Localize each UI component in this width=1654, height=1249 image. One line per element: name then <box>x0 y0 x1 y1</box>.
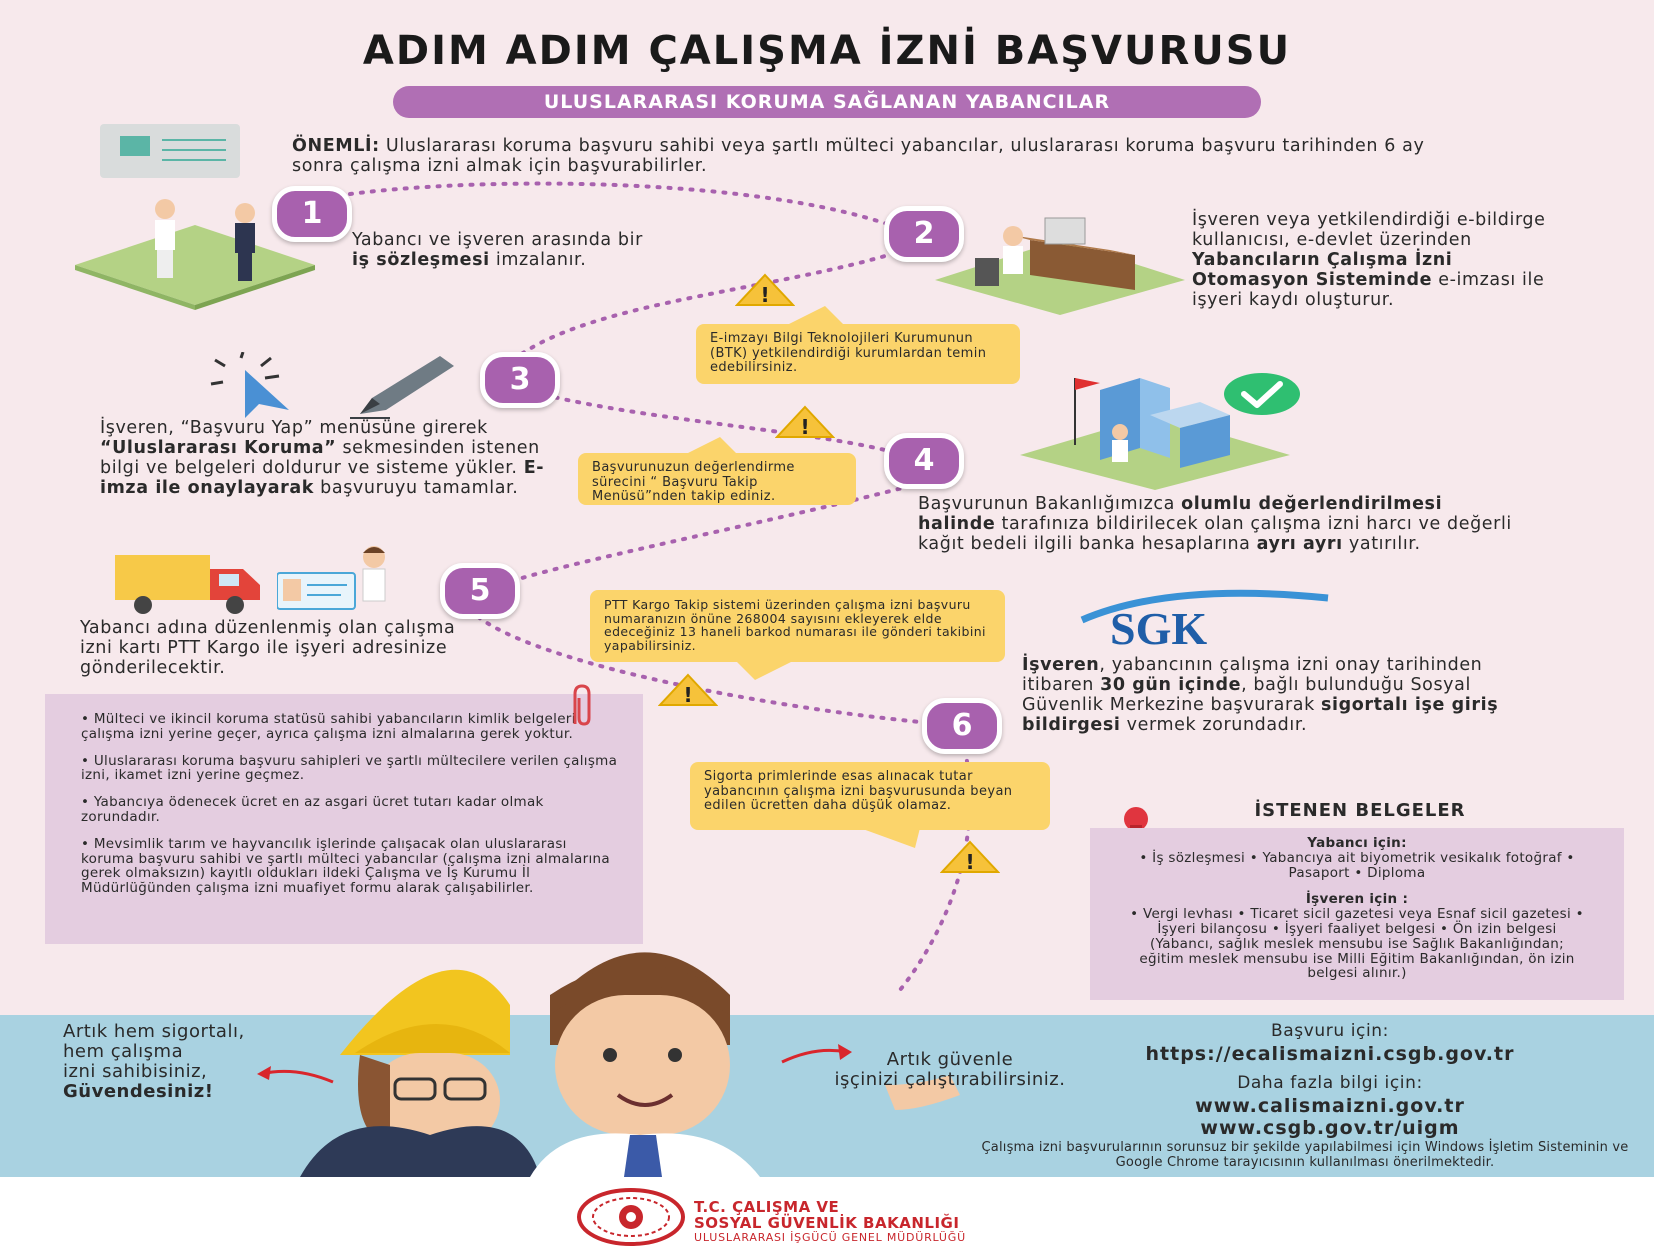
office-desk-illustration <box>935 210 1185 315</box>
documents-panel <box>1090 828 1624 1000</box>
step-2-badge: 2 <box>884 206 964 262</box>
step-1-text-b: imzalanır. <box>489 250 587 270</box>
tip-pointer <box>860 828 920 848</box>
documents-foreigner-title: Yabancı için: <box>1307 835 1407 851</box>
step-6-text-b: , bağlı bulunduğu Sosyal Güvenlik Merkezine başvurarak <box>1022 675 1471 715</box>
step-4-text-bold2: ayrı ayrı <box>1256 534 1343 554</box>
note-item: • Uluslararası koruma başvuru sahipleri ve şartlı mültecilere verilen çalışma izni, ikamet izni yerine geçmez. <box>81 752 618 784</box>
notes-panel <box>45 694 643 944</box>
step-3-badge: 3 <box>480 352 560 408</box>
step-2-text-b: e-imzası ile işyeri kaydı oluşturur. <box>1192 270 1545 310</box>
step-6-text <box>1022 655 1522 735</box>
tip-insurance: Sigorta primlerinde esas alınacak tutar yabancının çalışma izni başvurusunda beyan edilen ücretten daha düşük olamaz. <box>690 762 1050 830</box>
tip-pointer <box>785 306 845 326</box>
bottom-left-message <box>63 1022 333 1102</box>
bottom-left-line: hem çalışma <box>63 1041 184 1062</box>
step-6-text-bold: İşveren <box>1022 655 1100 675</box>
bottom-middle-message <box>805 1050 1095 1090</box>
step-5-badge: 5 <box>440 563 520 619</box>
step-4-text <box>918 494 1518 554</box>
warning-icon <box>775 405 835 439</box>
ministry-line2: SOSYAL GÜVENLİK BAKANLIĞI <box>694 1214 960 1232</box>
bottom-left-line: izni sahibisiniz, <box>63 1061 208 1082</box>
documents-foreigner-list: • İş sözleşmesi • Yabancıya ait biyometrik vesikalık fotoğraf • Pasaport • Diploma <box>1139 849 1575 881</box>
important-label: ÖNEMLİ: <box>292 136 380 156</box>
step-5-text: Yabancı adına düzenlenmiş olan çalışma izni kartı PTT Kargo ile işyeri adresinize gönderilecektir. <box>80 618 456 678</box>
ministry-seal-logo <box>576 1188 686 1246</box>
warning-icon <box>735 273 795 307</box>
svg-text:!: ! <box>965 850 975 874</box>
contact-block <box>1090 1021 1570 1139</box>
ministry-line1: T.C. ÇALIŞMA VE <box>694 1198 840 1216</box>
note-item: • Mülteci ve ikincil koruma statüsü sahibi yabancıların kimlik belgeleri çalışma izni yerine geçer, ayrıca çalışma izni almalarına gerek yoktur. <box>81 711 576 742</box>
step-3-text-bold2: E-imza ile onaylayarak <box>100 458 545 498</box>
id-card-person-illustration <box>277 545 397 615</box>
warning-icon <box>658 673 718 707</box>
tip-pointer <box>735 660 795 680</box>
step-1-text-a: Yabancı ve işveren arasında bir <box>352 230 643 250</box>
note-item: • Yabancıya ödenecek ücret en az asgari ücret tutarı kadar olmak zorundadır. <box>81 794 544 825</box>
info-link-csgb[interactable]: www.csgb.gov.tr/uigm <box>1200 1117 1460 1139</box>
subtitle-banner: ULUSLARARASI KORUMA SAĞLANAN YABANCILAR <box>393 86 1261 118</box>
delivery-truck-icon <box>115 555 265 615</box>
warning-icon <box>940 840 1000 874</box>
step-3-text-a: İşveren, “Başvuru Yap” menüsüne girerek <box>100 418 488 438</box>
step-1-badge: 1 <box>272 186 352 242</box>
step-6-badge: 6 <box>922 698 1002 754</box>
step-3-text-b: sekmesinden istenen bilgi ve belgeleri doldurur ve sisteme yükler. <box>100 438 540 478</box>
step-2-text-a: İşveren veya yetkilendirdiği e-bildirge kullanıcısı, e-devlet üzerinden <box>1192 210 1546 250</box>
step-6-text-bold3: sigortalı işe giriş bildirgesi <box>1022 695 1499 735</box>
sgk-logo <box>1080 588 1330 648</box>
documents-employer-list: • Vergi levhası • Ticaret sicil gazetesi veya Esnaf sicil gazetesi • İşyeri bilançosu • İşyeri faaliyet belgesi • Ön izin belgesi (Yabancı, sağlık meslek mensubu ise Sağlık Bakanlığından; eğitim meslek mensubu ise Milli Eğitim Bakanlığından, ön izin belgesi alınır.) <box>1130 906 1584 982</box>
tip-ptt-cargo: PTT Kargo Takip sistemi üzerinden çalışma izni başvuru numaranızın önüne 268004 sayısını ekleyerek elde edeceğiniz 13 haneli barkod numarası ile gönderi takibini yapabilirsiniz. <box>590 590 1005 662</box>
note-item: • Mevsimlik tarım ve hayvancılık işlerinde çalışacak olan uluslararası koruma başvuru sahibi ve şartlı mülteci yabancılar (çalışma izni almalarına gerek olmaksızın) kayıtlı oldukları ildeki Çalışma ve İş Kurumu İl Müdürlüğünden çalışma izni muafiyet formu alarak çalışabilirler. <box>81 835 610 897</box>
step-6-text-c: vermek zorundadır. <box>1120 715 1308 735</box>
svg-text:!: ! <box>683 683 693 707</box>
ministry-line3: ULUSLARARASI İŞGÜCÜ GENEL MÜDÜRLÜĞÜ <box>694 1231 966 1244</box>
info-label: Daha fazla bilgi için: <box>1237 1073 1423 1093</box>
step-3-text-bold: “Uluslararası Koruma” <box>100 438 337 458</box>
ministry-name <box>694 1199 1094 1244</box>
pen-icon <box>350 352 460 420</box>
info-link-calismaizni[interactable]: www.calismaizni.gov.tr <box>1195 1095 1465 1117</box>
step-6-text-a: , yabancının çalışma izni onay tarihinden itibaren <box>1022 655 1483 695</box>
tip-btk: E-imzayı Bilgi Teknolojileri Kurumunun (BTK) yetkilendirdiği kurumlardan temin edebilirsiniz. <box>696 324 1020 384</box>
cursor-click-icon <box>205 352 305 422</box>
paperclip-icon <box>567 684 597 730</box>
step-1-text-bold: iş sözleşmesi <box>352 250 490 270</box>
bottom-left-bold: Güvendesiniz! <box>63 1081 214 1102</box>
step-1-text <box>352 230 752 270</box>
svg-text:!: ! <box>760 283 770 307</box>
step-6-text-bold2: 30 gün içinde <box>1100 675 1242 695</box>
step-4-text-c: yatırılır. <box>1342 534 1421 554</box>
important-text: Uluslararası koruma başvuru sahibi veya şartlı mülteci yabancılar, uluslararası koruma başvuru tarihinden 6 ay sonra çalışma izni almak için başvurabilirler. <box>292 136 1425 176</box>
step-4-badge: 4 <box>884 433 964 489</box>
apply-label: Başvuru için: <box>1270 1021 1390 1041</box>
svg-text:!: ! <box>800 415 810 439</box>
bottom-middle-line: Artık güvenle <box>886 1049 1014 1070</box>
checkmark-icon <box>1222 372 1302 416</box>
step-4-text-a: Başvurunun Bakanlığımızca <box>918 494 1182 514</box>
browser-note: Çalışma izni başvurularının sorunsuz bir şekilde yapılabilmesi için Windows İşletim Sisteminin ve Google Chrome tarayıcısının kullanılması önerilmektedir. <box>981 1140 1629 1170</box>
bottom-left-line: Artık hem sigortalı, <box>63 1021 245 1042</box>
bottom-middle-line: işçinizi çalıştırabilirsiniz. <box>834 1069 1066 1090</box>
step-4-text-bold: olumlu değerlendirilmesi halinde <box>918 494 1443 534</box>
step-3-text-c: başvuruyu tamamlar. <box>314 478 519 498</box>
sgk-logo-text: SGK <box>1110 603 1208 648</box>
tip-tracking: Başvurunuzun değerlendirme sürecini “ Başvuru Takip Menüsü”nden takip ediniz. <box>578 453 856 505</box>
documents-title: İSTENEN BELGELER <box>1254 800 1466 821</box>
step-4-text-b: tarafınıza bildirilecek olan çalışma izni harcı ve değerli kağıt bedeli ilgili banka hesaplarına <box>918 514 1512 554</box>
step-3-text <box>100 418 560 498</box>
documents-employer-title: İşveren için : <box>1305 891 1409 908</box>
step-2-text-bold: Yabancıların Çalışma İzni Otomasyon Sisteminde <box>1192 250 1453 290</box>
apply-link[interactable]: https://ecalismaizni.csgb.gov.tr <box>1145 1043 1515 1065</box>
step-2-text <box>1192 210 1552 310</box>
page-title: ADIM ADIM ÇALIŞMA İZNİ BAŞVURUSU <box>362 28 1292 74</box>
